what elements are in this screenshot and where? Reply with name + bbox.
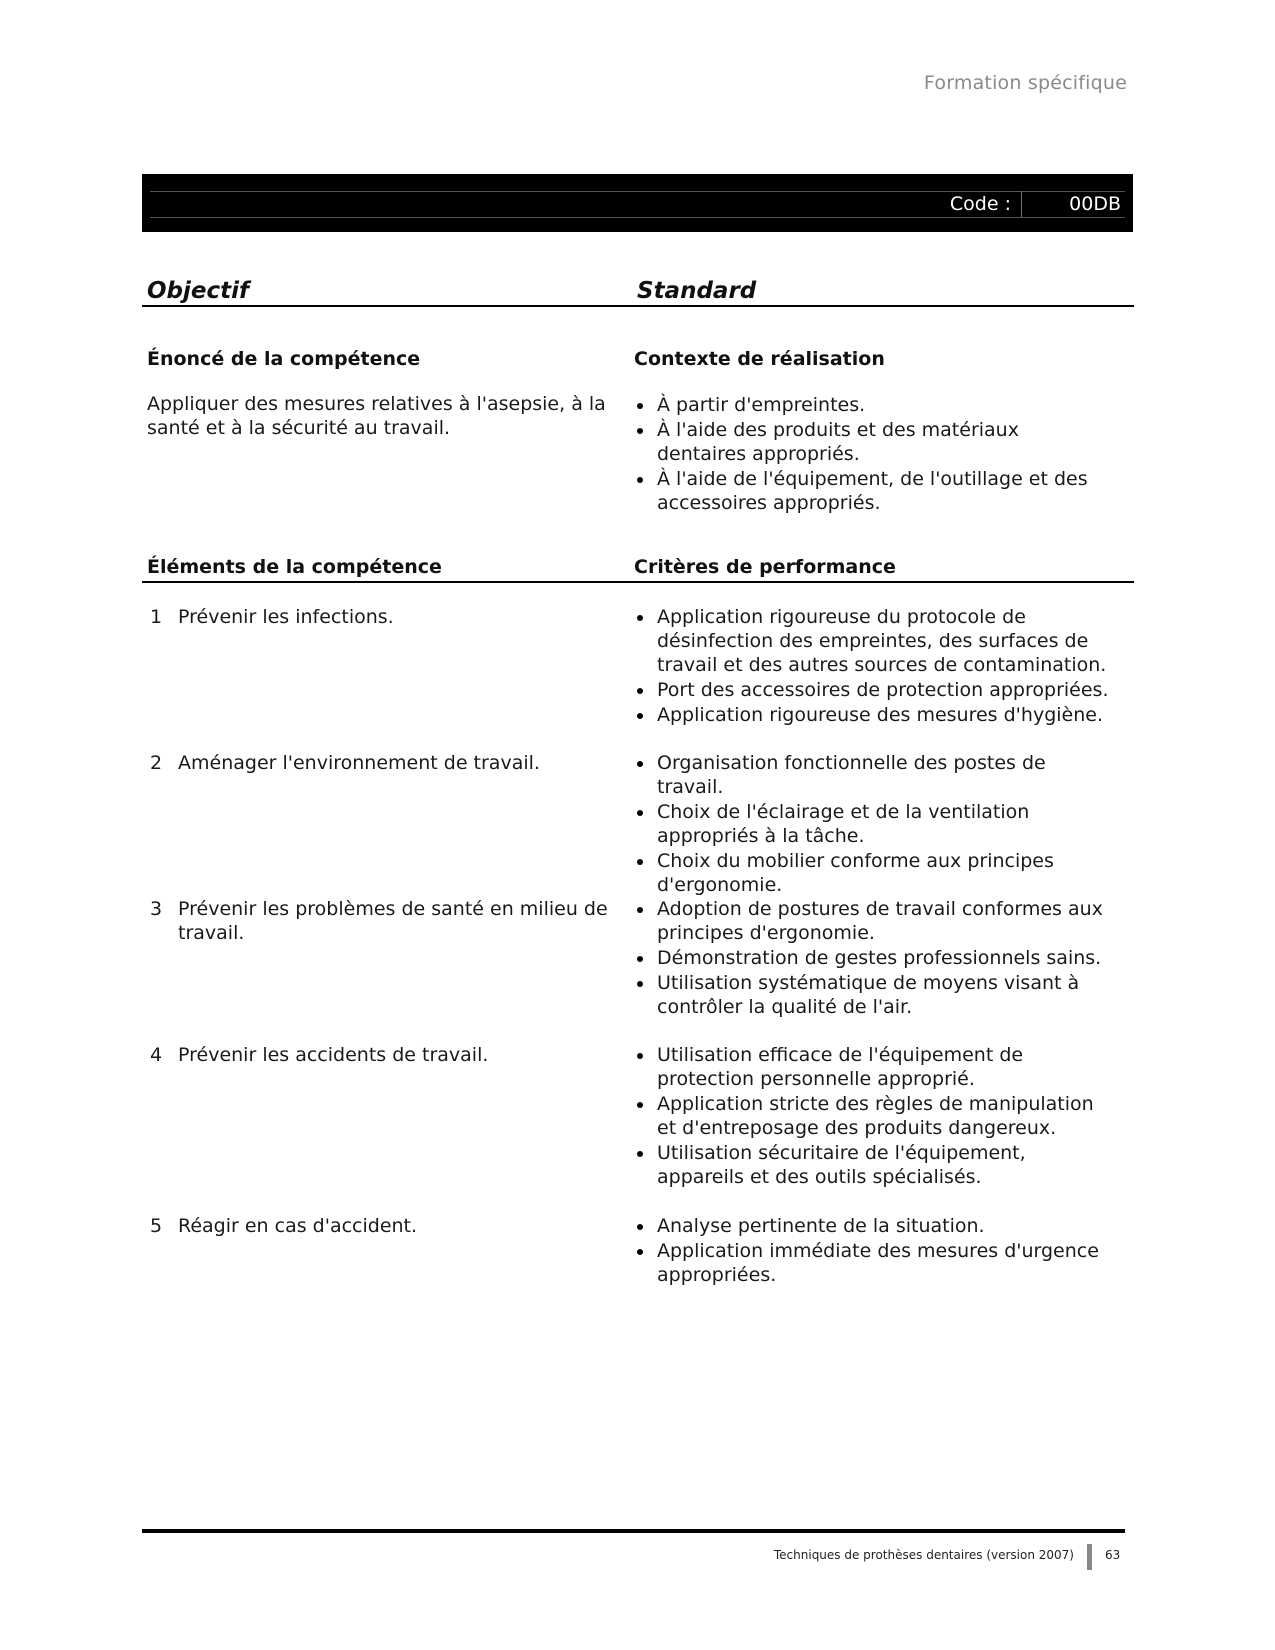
competence-text-line: Appliquer des mesures relatives à l'asepsie, à la: [147, 393, 606, 415]
element-text: Prévenir les problèmes de santé en milieu de travail.: [178, 898, 608, 944]
element-row: [150, 751, 610, 775]
list-item: À l'aide de l'équipement, de l'outillage et des accessoires appropriés.: [634, 467, 1114, 515]
list-item: Analyse pertinente de la situation.: [634, 1214, 1114, 1238]
list-item: Port des accessoires de protection appropriées.: [634, 678, 1114, 702]
element-row: [150, 1043, 610, 1067]
element-text: Prévenir les infections.: [178, 606, 394, 628]
element-number: 3: [150, 898, 163, 920]
criteria-list: [634, 1043, 1114, 1190]
competence-text: [147, 392, 607, 440]
list-item: Application immédiate des mesures d'urgence appropriées.: [634, 1239, 1114, 1287]
list-item: Organisation fonctionnelle des postes de travail.: [634, 751, 1114, 799]
element-number: 1: [150, 606, 163, 628]
list-item: Démonstration de gestes professionnels sains.: [634, 946, 1114, 970]
competence-heading: Énoncé de la compétence: [147, 348, 421, 370]
competence-text-line: santé et à la sécurité au travail.: [147, 417, 451, 439]
criteria-list: [634, 751, 1114, 898]
context-heading: Contexte de réalisation: [634, 348, 885, 370]
criteria-list: [634, 1214, 1114, 1288]
element-row: [150, 605, 610, 629]
element-row: [150, 1214, 610, 1238]
elements-heading: Éléments de la compétence: [147, 556, 442, 578]
criteria-list: [634, 897, 1114, 1020]
running-head: Formation spécifique: [923, 72, 1127, 94]
list-item: Application rigoureuse des mesures d'hygiène.: [634, 703, 1114, 727]
footer-title: Techniques de prothèses dentaires (version 2007): [773, 1548, 1074, 1562]
code-value: 00DB: [1069, 193, 1121, 215]
list-item: Application rigoureuse du protocole de désinfection des empreintes, des surfaces de travail et des autres sources de contamination.: [634, 605, 1114, 677]
standard-heading: Standard: [637, 278, 757, 304]
list-item: À l'aide des produits et des matériaux dentaires appropriés.: [634, 418, 1114, 466]
element-number: 4: [150, 1044, 163, 1066]
context-list: [634, 393, 1114, 516]
element-row: [150, 897, 610, 945]
element-number: 5: [150, 1215, 163, 1237]
list-item: Application stricte des règles de manipulation et d'entreposage des produits dangereux.: [634, 1092, 1114, 1140]
element-text: Réagir en cas d'accident.: [178, 1215, 418, 1237]
footer-separator: [1087, 1544, 1092, 1570]
list-item: Utilisation efficace de l'équipement de protection personnelle approprié.: [634, 1043, 1114, 1091]
list-item: Utilisation systématique de moyens visant à contrôler la qualité de l'air.: [634, 971, 1114, 1019]
element-number: 2: [150, 752, 163, 774]
list-item: À partir d'empreintes.: [634, 393, 1114, 417]
section-divider: [142, 581, 1134, 583]
code-label: Code :: [150, 191, 1022, 217]
list-item: Utilisation sécuritaire de l'équipement, appareils et des outils spécialisés.: [634, 1141, 1114, 1189]
list-item: Adoption de postures de travail conformes aux principes d'ergonomie.: [634, 897, 1114, 945]
criteria-heading: Critères de performance: [634, 556, 896, 578]
criteria-list: [634, 605, 1114, 728]
code-bar-rule: [150, 217, 1125, 218]
page-number: 63: [1105, 1548, 1121, 1562]
code-bar: [142, 174, 1133, 232]
section-divider: [142, 305, 1134, 307]
list-item: Choix du mobilier conforme aux principes d'ergonomie.: [634, 849, 1114, 897]
list-item: Choix de l'éclairage et de la ventilation appropriés à la tâche.: [634, 800, 1114, 848]
element-text: Aménager l'environnement de travail.: [178, 752, 540, 774]
element-text: Prévenir les accidents de travail.: [178, 1044, 489, 1066]
objectif-heading: Objectif: [147, 278, 250, 304]
footer-rule: [142, 1529, 1125, 1533]
